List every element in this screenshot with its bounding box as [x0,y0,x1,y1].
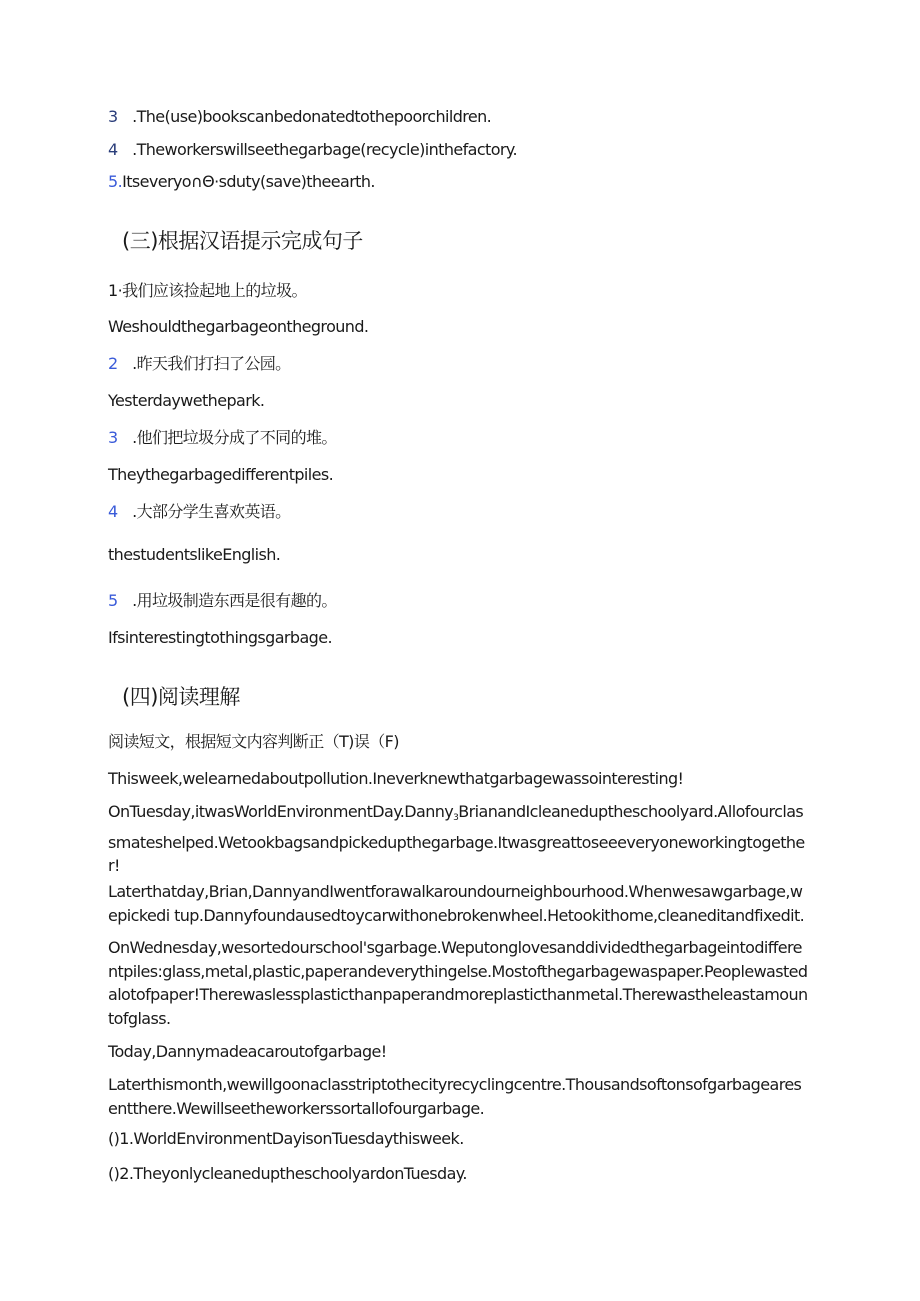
item-number: 4 [108,140,118,159]
exercise-item-4 [108,140,517,160]
reading-paragraph-3: Laterthatday,Brian,DannyandIwentforawalkaroundourneighbourhood.Whenwesawgarbage,wepickedi tup.Dannyfoundausedtoycarwithonebrokenwheel.Hetookithome,cleaneditandfixedit. [108,882,805,925]
item-number: 4 [108,502,118,521]
item-number: 5 [108,591,118,610]
item-number: 3 [108,428,118,447]
chinese-prompt: .大部分学生喜欢英语。 [132,502,291,521]
exercise-item-5 [108,172,375,192]
translation-item-2-prompt [108,354,291,374]
item-number: 5. [108,172,123,191]
section-heading-3: (三)根据汉语提示完成句子 [122,229,363,253]
question-1: ()1.WorldEnvironmentDayisonTuesdaythisweek. [108,1129,464,1148]
translation-item-4-prompt [108,502,291,522]
question-2: ()2.TheyonlycleaneduptheschoolyardonTuesday. [108,1164,467,1183]
item-text: .The(use)bookscanbedonatedtothepoorchildren. [132,107,492,126]
reading-paragraph-1: Thisweek,welearnedaboutpollution.Ineverknewthatgarbagewassointeresting! [108,769,684,788]
item-number: 1 [108,281,118,300]
item-text: Itseveryo∩Θ·sduty(save)theearth. [122,172,375,191]
translation-item-4-answer: thestudentslikeEnglish. [108,545,281,564]
item-number: 2 [108,354,118,373]
paragraph-text: OnTuesday,itwasWorldEnvironmentDay.Danny [108,802,454,821]
chinese-prompt: ·我们应该捡起地上的垃圾。 [117,281,307,300]
translation-item-3-prompt [108,428,337,448]
reading-paragraph-6: Laterthismonth,wewillgoonaclasstriptothecityrecyclingcentre.Thousandsoftonsofgarbagearesentthere.Wewillseetheworkerssortallofourgarbage. [108,1075,802,1118]
paragraph-text: BrianandIcleaneduptheschoolyard.Allofourclassmateshelped.Wetookbagsandpickedupthegarbage.Itwasgreattoseeeveryoneworkingtogether! [108,802,805,875]
translation-item-5-prompt [108,591,337,611]
reading-paragraph-4: OnWednesday,wesortedourschool'sgarbage.Weputonglovesanddividedthegarbageintodifferentpiles:glass,metal,plastic,paperandeverythingelse.Mostofthegarbagewaspaper.Peoplewastedalotofpaper!Therewaslessplasticthanpaperandmoreplasticthanmetal.Therewastheleastamountofglass. [108,938,808,1028]
item-text: .Theworkerswillseethegarbage(recycle)inthefactory. [132,140,517,159]
reading-paragraph-5: Today,Dannymadeacaroutofgarbage! [108,1042,387,1061]
item-number: 3 [108,107,118,126]
exercise-item-3 [108,107,491,127]
translation-item-1-answer: Weshouldthegarbageontheground. [108,317,369,336]
translation-item-1-prompt [108,281,307,301]
subscript-mark: 3 [453,813,459,823]
chinese-prompt: .用垃圾制造东西是很有趣的。 [132,591,337,610]
translation-item-2-answer: Yesterdaywethepark. [108,391,265,410]
chinese-prompt: .他们把垃圾分成了不同的堆。 [132,428,337,447]
section-heading-4: (四)阅读理解 [122,685,240,709]
translation-item-3-answer: Theythegarbagedifferentpiles. [108,465,334,484]
reading-paragraph-2 [108,800,808,878]
chinese-prompt: .昨天我们打扫了公园。 [132,354,291,373]
reading-instruction: 阅读短文，根据短文内容判断正（T)误（F) [108,732,399,751]
translation-item-5-answer: Ifsinterestingtothingsgarbage. [108,628,332,647]
